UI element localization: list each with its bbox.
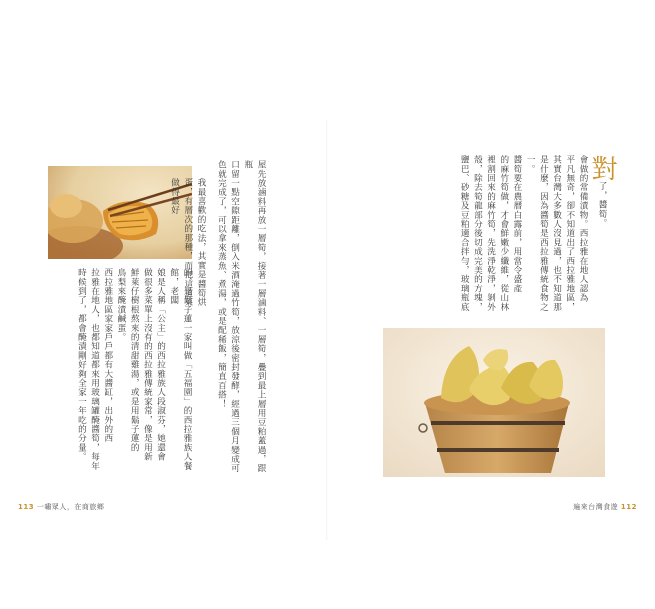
drop-cap: 對 xyxy=(587,155,617,182)
text-column: 口留一點空隙距離，倒入米酒淹過竹筍，放涼後密封發酵，經過三個月變成可 xyxy=(229,160,240,473)
left-page xyxy=(0,0,327,609)
text-column: 其實台灣大多數人沒見過，也不知道那 xyxy=(551,155,562,312)
text-column: 時候到了，都會醃漬剛好夠全家一年吃的分量。 xyxy=(76,268,87,462)
text-column: 一。 xyxy=(525,155,536,174)
text-column: 是什麼，因為醬筍是西拉雅傳統食物之 xyxy=(538,155,549,312)
text-column: 平凡無奇，卻不知道出了西拉雅地區， xyxy=(564,155,575,312)
text-column: 娘是人稱「公主」的西拉雅族人段淑芬，她還會 xyxy=(155,268,166,462)
text-column: 西拉雅地區家家戶戶都有大醬缸，出外的西 xyxy=(102,268,113,443)
text-column: 殼，除去筍龍部分後切成完美的方塊， xyxy=(472,155,483,312)
text-column: 醬筍要在農曆白露前，用當令盛產 xyxy=(511,155,522,293)
pickled-bamboo-shoots-bucket-photo xyxy=(383,328,605,477)
text-column: 屋先放滷料再放一層筍，接著一層滷料、一層筍，疊到最上層用豆粕蓋過，跟瓶 xyxy=(242,160,266,473)
text-column: 裡割回來的麻竹筍，先洗淨乾淨，剝外 xyxy=(485,155,496,312)
running-title: 遍來台灣食遊 xyxy=(573,503,619,511)
text-column: 鮮萊仔樹根熬來的清甜雞湯，或是用鬍子蓮的 xyxy=(129,268,140,452)
left-page-body-text xyxy=(214,160,267,480)
right-page-footer xyxy=(573,502,637,512)
page-number: 112 xyxy=(620,503,637,511)
text-column: 鳥梨來醃漬鹹蛋。 xyxy=(115,268,126,342)
text-column: 的，是鬍子蓮一家叫做「五福園」的西拉雅族人餐館，老闆 xyxy=(168,268,192,471)
left-page-footer xyxy=(18,502,104,512)
running-title: 一嘯眾人，在商旅鄉 xyxy=(36,503,105,511)
right-page xyxy=(327,0,655,609)
right-page-body-text xyxy=(457,155,615,320)
text-column: 會做的常備漬物。西拉雅在地人認為 xyxy=(578,155,588,303)
text-column: 我最喜歡的吃法，其實是醬筍烘蛋，有層次的那種，而把這道菜做得最好 xyxy=(169,178,206,307)
left-page-body-text-bottom xyxy=(74,268,193,488)
text-column: 做很多菜單上沒有的西拉雅傳統家常，像是用新 xyxy=(142,268,153,462)
text-column-first xyxy=(589,155,615,320)
text-column: 了，醬筍。 xyxy=(597,181,607,228)
bucket-photo-graphic xyxy=(383,328,605,477)
text-column: 色就完成了，可以拿來蒸魚、煮湯，或是配稀飯，簡直百搭！ xyxy=(216,160,227,409)
text-column: 鹽巴、砂糖及豆粕適合拌勻，玻璃瓶底 xyxy=(459,155,470,312)
page-number: 113 xyxy=(18,503,35,511)
text-column: 拉雅在地人，也都知道都來用玻璃罐醃醬筍，每年 xyxy=(89,268,100,471)
text-column: 的麻竹筍做，才會鮮嫩少纖維，從山林 xyxy=(498,155,509,312)
